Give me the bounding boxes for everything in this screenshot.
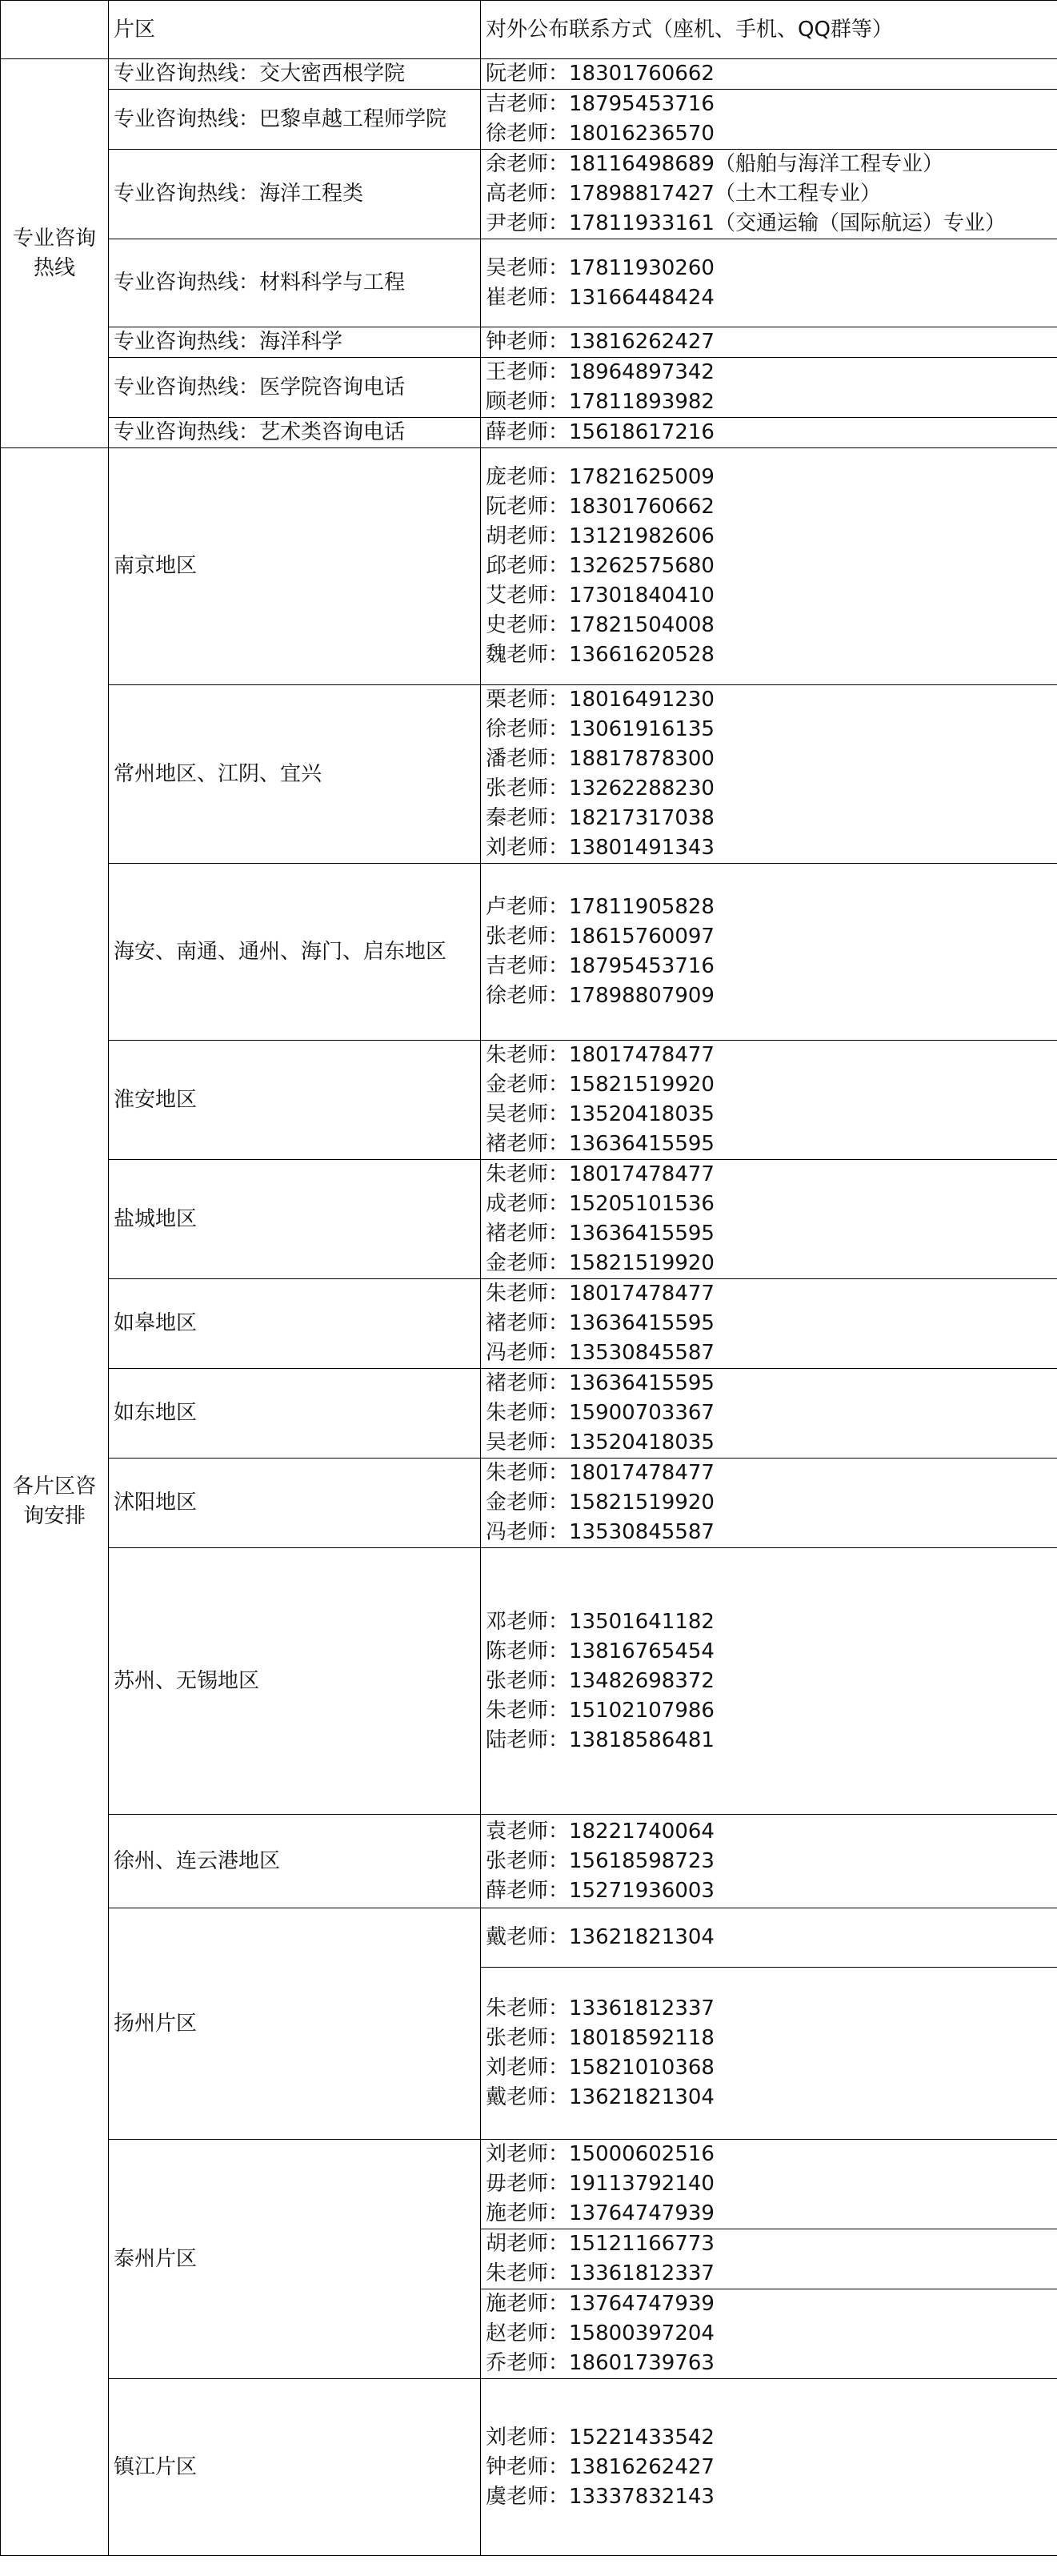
area-cell: 专业咨询热线：巴黎卓越工程师学院 bbox=[109, 90, 481, 150]
contact-cell bbox=[481, 1459, 1057, 1548]
contact-cell bbox=[481, 1548, 1057, 1815]
contact-line: 袁老师：18221740064 bbox=[486, 1819, 715, 1844]
area-cell: 如皋地区 bbox=[109, 1279, 481, 1369]
contact-line: 张老师：13262288230 bbox=[486, 776, 715, 800]
table-row bbox=[1, 685, 1057, 864]
area-cell: 常州地区、江阴、宜兴 bbox=[109, 685, 481, 864]
contact-line: 朱老师：15900703367 bbox=[486, 1401, 715, 1425]
contact-line: 金老师：15821519920 bbox=[486, 1073, 715, 1097]
contact-cell bbox=[481, 1041, 1057, 1160]
contact-line: 庞老师：17821625009 bbox=[486, 465, 715, 489]
contact-line: 张老师：18615760097 bbox=[486, 925, 715, 949]
area-cell: 徐州、连云港地区 bbox=[109, 1815, 481, 1908]
contact-cell bbox=[481, 59, 1057, 90]
contact-line: 刘老师：15000602516 bbox=[486, 2142, 715, 2166]
contact-cell bbox=[481, 1968, 1057, 2140]
contact-line: 金老师：15821519920 bbox=[486, 1491, 715, 1515]
table-row bbox=[1, 150, 1057, 239]
contact-line: 陆老师：13818586481 bbox=[486, 1727, 715, 1752]
contact-line: 崔老师：13166448424 bbox=[486, 285, 715, 310]
area-cell: 专业咨询热线：海洋科学 bbox=[109, 327, 481, 358]
contact-line: 余老师：18116498689（船舶与海洋工程专业） bbox=[486, 152, 943, 176]
contact-line: 吴老师：13520418035 bbox=[486, 1102, 715, 1126]
contact-line: 刘老师：15221433542 bbox=[486, 2425, 715, 2450]
contact-line: 阮老师：18301760662 bbox=[486, 62, 715, 86]
contact-line: 秦老师：18217317038 bbox=[486, 806, 715, 830]
contact-line: 薛老师：15618617216 bbox=[486, 420, 715, 444]
table-row bbox=[1, 1279, 1057, 1369]
contact-line: 乔老师：18601739763 bbox=[486, 2351, 715, 2375]
contact-line: 成老师：15205101536 bbox=[486, 1192, 715, 1216]
contact-line: 陈老师：13816765454 bbox=[486, 1639, 715, 1663]
contact-cell bbox=[481, 2229, 1057, 2289]
area-cell: 盐城地区 bbox=[109, 1160, 481, 1279]
contact-line: 朱老师：13361812337 bbox=[486, 2261, 715, 2285]
contact-line: 戴老师：13621821304 bbox=[486, 1925, 715, 1949]
contact-line: 褚老师：13636415595 bbox=[486, 1132, 715, 1156]
area-cell: 专业咨询热线：医学院咨询电话 bbox=[109, 358, 481, 418]
contact-line: 吉老师：18795453716 bbox=[486, 92, 715, 116]
contact-line: 朱老师：15102107986 bbox=[486, 1698, 715, 1723]
contact-line: 徐老师：18016236570 bbox=[486, 122, 715, 146]
header-row bbox=[1, 1, 1057, 59]
contact-line: 阮老师：18301760662 bbox=[486, 495, 715, 519]
contact-line: 施老师：13764747939 bbox=[486, 2292, 715, 2316]
contact-line: 钟老师：13816262427 bbox=[486, 2454, 715, 2479]
table-row bbox=[1, 1548, 1057, 1815]
contact-cell bbox=[481, 685, 1057, 864]
contact-cell bbox=[481, 864, 1057, 1041]
table-row bbox=[1, 864, 1057, 1041]
table-row bbox=[1, 59, 1057, 90]
contact-line: 冯老师：13530845587 bbox=[486, 1520, 715, 1544]
contact-line: 朱老师：18017478477 bbox=[486, 1282, 715, 1306]
contact-line: 戴老师：13621821304 bbox=[486, 2085, 715, 2109]
category-cell: 各片区咨询安排 bbox=[1, 448, 109, 2556]
contact-line: 刘老师：15821010368 bbox=[486, 2056, 715, 2080]
contact-cell bbox=[481, 448, 1057, 685]
header-col-category bbox=[1, 1, 109, 59]
area-cell: 海安、南通、通州、海门、启东地区 bbox=[109, 864, 481, 1041]
table-row bbox=[1, 1369, 1057, 1459]
contact-line: 卢老师：17811905828 bbox=[486, 895, 715, 919]
contact-line: 顾老师：17811893982 bbox=[486, 390, 715, 414]
contact-line: 朱老师：18017478477 bbox=[486, 1043, 715, 1067]
contact-line: 钟老师：13816262427 bbox=[486, 330, 715, 354]
contact-line: 朱老师：18017478477 bbox=[486, 1461, 715, 1485]
table-row bbox=[1, 418, 1057, 448]
contact-line: 艾老师：17301840410 bbox=[486, 584, 715, 608]
table-row bbox=[1, 1908, 1057, 1968]
contact-line: 施老师：13764747939 bbox=[486, 2201, 715, 2225]
table-row bbox=[1, 448, 1057, 685]
contact-line: 胡老师：15121166773 bbox=[486, 2232, 715, 2256]
contact-cell bbox=[481, 1279, 1057, 1369]
contact-line: 邓老师：13501641182 bbox=[486, 1609, 715, 1634]
contact-cell bbox=[481, 2140, 1057, 2229]
contact-line: 虞老师：13337832143 bbox=[486, 2484, 715, 2509]
contact-line: 潘老师：18817878300 bbox=[486, 747, 715, 771]
table-row bbox=[1, 1041, 1057, 1160]
contact-line: 毋老师：19113792140 bbox=[486, 2172, 715, 2196]
contact-line: 朱老师：18017478477 bbox=[486, 1162, 715, 1186]
contact-cell bbox=[481, 418, 1057, 448]
table-row bbox=[1, 1160, 1057, 1279]
contact-line: 邱老师：13262575680 bbox=[486, 554, 715, 578]
contact-line: 刘老师：13801491343 bbox=[486, 836, 715, 860]
contact-line: 张老师：13482698372 bbox=[486, 1668, 715, 1693]
contact-line: 史老师：17821504008 bbox=[486, 613, 715, 637]
contact-line: 胡老师：13121982606 bbox=[486, 524, 715, 548]
area-cell: 苏州、无锡地区 bbox=[109, 1548, 481, 1815]
contact-line: 徐老师：13061916135 bbox=[486, 717, 715, 741]
area-cell: 专业咨询热线：材料科学与工程 bbox=[109, 239, 481, 327]
contact-table-body bbox=[1, 1, 1057, 2556]
contact-line: 张老师：15618598723 bbox=[486, 1848, 715, 1873]
contact-line: 魏老师：13661620528 bbox=[486, 643, 715, 667]
contact-line: 褚老师：13636415595 bbox=[486, 1222, 715, 1246]
contact-cell bbox=[481, 2379, 1057, 2556]
contact-line: 王老师：18964897342 bbox=[486, 360, 715, 384]
contact-line: 吴老师：13520418035 bbox=[486, 1430, 715, 1455]
contact-cell bbox=[481, 327, 1057, 358]
area-cell: 淮安地区 bbox=[109, 1041, 481, 1160]
table-row bbox=[1, 2379, 1057, 2556]
area-cell: 专业咨询热线：交大密西根学院 bbox=[109, 59, 481, 90]
contact-cell bbox=[481, 90, 1057, 150]
contact-line: 朱老师：13361812337 bbox=[486, 1996, 715, 2020]
contact-cell bbox=[481, 1815, 1057, 1908]
contact-line: 栗老师：18016491230 bbox=[486, 688, 715, 712]
area-cell: 泰州片区 bbox=[109, 2140, 481, 2379]
contact-line: 吴老师：17811930260 bbox=[486, 255, 715, 280]
contact-cell bbox=[481, 358, 1057, 418]
area-cell: 专业咨询热线：海洋工程类 bbox=[109, 150, 481, 239]
table-row bbox=[1, 358, 1057, 418]
area-cell: 扬州片区 bbox=[109, 1908, 481, 2140]
contact-line: 薛老师：15271936003 bbox=[486, 1878, 715, 1903]
contact-line: 张老师：18018592118 bbox=[486, 2026, 715, 2050]
header-col-contact: 对外公布联系方式（座机、手机、QQ群等） bbox=[481, 1, 1057, 59]
contact-line: 褚老师：13636415595 bbox=[486, 1371, 715, 1395]
contact-line: 褚老师：13636415595 bbox=[486, 1311, 715, 1335]
table-row bbox=[1, 90, 1057, 150]
table-row bbox=[1, 239, 1057, 327]
contact-cell bbox=[481, 1160, 1057, 1279]
area-cell: 沭阳地区 bbox=[109, 1459, 481, 1548]
table-row bbox=[1, 2140, 1057, 2229]
area-cell: 如东地区 bbox=[109, 1369, 481, 1459]
contact-cell bbox=[481, 1369, 1057, 1459]
area-cell: 镇江片区 bbox=[109, 2379, 481, 2556]
contact-line: 冯老师：13530845587 bbox=[486, 1341, 715, 1365]
contact-line: 金老师：15821519920 bbox=[486, 1251, 715, 1275]
contact-cell bbox=[481, 239, 1057, 327]
contact-line: 高老师：17898817427（土木工程专业） bbox=[486, 182, 881, 206]
table-row bbox=[1, 1459, 1057, 1548]
area-cell: 南京地区 bbox=[109, 448, 481, 685]
contact-cell bbox=[481, 2289, 1057, 2379]
contact-line: 吉老师：18795453716 bbox=[486, 954, 715, 978]
header-col-area: 片区 bbox=[109, 1, 481, 59]
contact-line: 尹老师：17811933161（交通运输（国际航运）专业） bbox=[486, 211, 1006, 235]
contact-cell bbox=[481, 150, 1057, 239]
table-row bbox=[1, 1815, 1057, 1908]
contact-line: 赵老师：15800397204 bbox=[486, 2321, 715, 2345]
contact-line: 徐老师：17898807909 bbox=[486, 984, 715, 1008]
table-row bbox=[1, 327, 1057, 358]
contact-cell bbox=[481, 1908, 1057, 1968]
area-cell: 专业咨询热线：艺术类咨询电话 bbox=[109, 418, 481, 448]
category-cell: 专业咨询热线 bbox=[1, 59, 109, 448]
